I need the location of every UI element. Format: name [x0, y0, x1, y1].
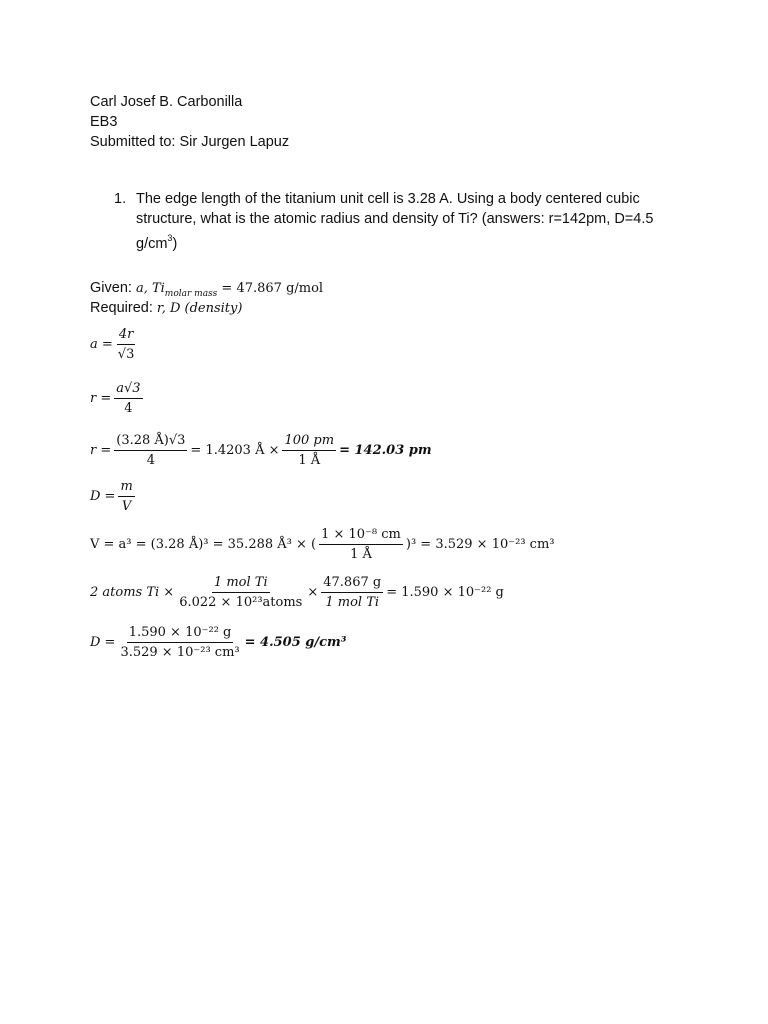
equation-density: [90, 478, 138, 515]
eq6-numerator: 1 mol Ti: [212, 574, 270, 593]
given-label: Given:: [90, 280, 132, 296]
eq6-numerator-2: 47.867 g: [321, 574, 383, 593]
eq7-result: = 4.505 g/cm³: [244, 635, 347, 650]
eq3-numerator-2: 100 pm: [282, 432, 336, 451]
eq2-denominator: 4: [124, 401, 133, 416]
eq4-denominator: V: [121, 499, 132, 514]
given-sub: molar mass: [164, 289, 218, 299]
eq3-denominator-2: 1 Å: [298, 453, 321, 468]
required-label: Required:: [90, 300, 153, 316]
eq1-lhs: a =: [90, 337, 113, 352]
eq4-numerator: m: [118, 478, 134, 497]
eq5-rhs: )³ = 3.529 × 10⁻²³ cm³: [405, 537, 555, 552]
eq7-fraction: [118, 624, 241, 661]
submitted-to: Submitted to: Sir Jurgen Lapuz: [90, 134, 290, 150]
eq2-numerator: a√3: [114, 380, 142, 399]
eq6-rhs: = 1.590 × 10⁻²² g: [386, 585, 504, 600]
eq4-lhs: D =: [90, 489, 116, 504]
problem-number: 1.: [114, 191, 127, 207]
eq5-fraction: [319, 526, 403, 563]
problem-text: The edge length of the titanium unit cell is 3.28 A. Using a body centered cubic structure, what is the atomic radius and density of Ti? (answers: r=142pm, D=4.5 $g/cm^3$): [136, 191, 654, 252]
eq3-fraction-2: [282, 432, 336, 469]
eq7-lhs: D =: [90, 635, 116, 650]
eq7-denominator: 3.529 × 10⁻²³ cm³: [120, 645, 240, 660]
eq3-lhs: r =: [90, 443, 112, 458]
eq1-denominator: √3: [117, 347, 135, 362]
section-label: EB3: [90, 114, 118, 130]
eq6-fraction: [177, 574, 304, 611]
equation-density-value: [90, 624, 346, 661]
eq5-lhs: V = a³ = (3.28 Å)³ = 35.288 Å³ × (: [90, 537, 317, 552]
author-name: Carl Josef B. Carbonilla: [90, 94, 243, 110]
eq3-fraction: [114, 432, 187, 469]
required-line: [90, 298, 242, 319]
eq3-result: = 142.03 pm: [339, 443, 432, 458]
equation-a: [90, 326, 139, 363]
equation-volume: [90, 526, 554, 563]
eq2-fraction: [114, 380, 142, 417]
eq6-denominator-2: 1 mol Ti: [325, 595, 380, 610]
equation-r-value: [90, 432, 432, 469]
eq6-middle: ×: [307, 585, 319, 600]
equation-mass: [90, 574, 504, 611]
eq3-numerator: (3.28 Å)√3: [114, 432, 187, 451]
eq2-lhs: r =: [90, 391, 112, 406]
eq3-middle: = 1.4203 Å ×: [190, 443, 280, 458]
eq1-numerator: 4r: [117, 326, 136, 345]
eq6-lhs: 2 atoms Ti ×: [90, 585, 175, 600]
eq3-denominator: 4: [146, 453, 155, 468]
eq6-fraction-2: [321, 574, 383, 611]
given-vars: a, Ti: [135, 281, 165, 296]
equation-r: [90, 380, 146, 417]
eq5-numerator: 1 × 10⁻⁸ cm: [319, 526, 403, 545]
required-value: r, D (density): [156, 301, 243, 316]
eq4-fraction: [118, 478, 134, 515]
eq7-numerator: 1.590 × 10⁻²² g: [127, 624, 234, 643]
given-value: = 47.867 g/mol: [217, 281, 324, 296]
eq1-fraction: [116, 326, 137, 363]
eq6-denominator: 6.022 × 10²³atoms: [179, 595, 303, 610]
eq5-denominator: 1 Å: [350, 547, 372, 562]
